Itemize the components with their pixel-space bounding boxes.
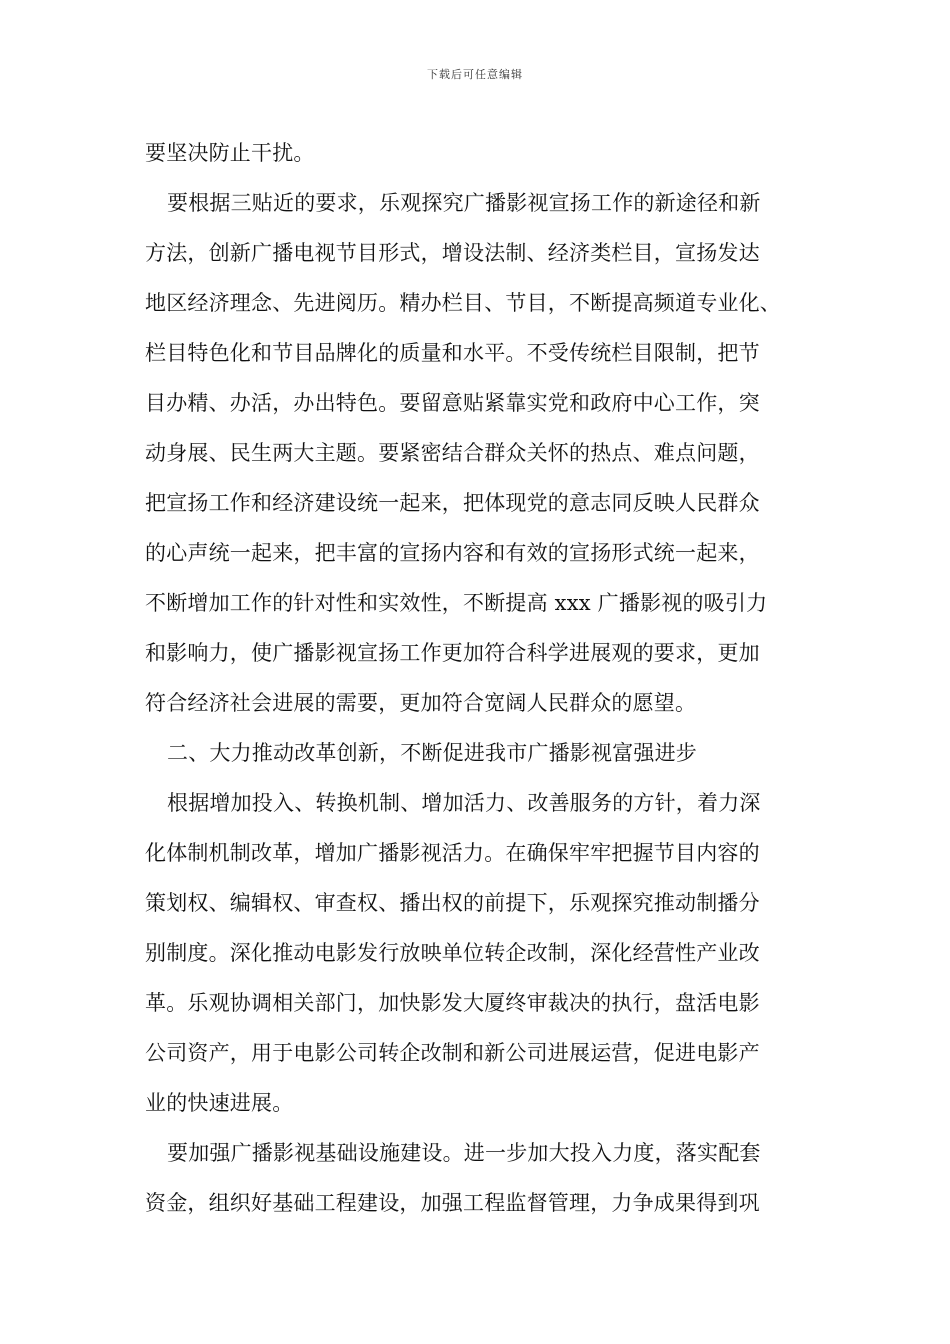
text-line: 要加强广播影视基础设施建设。进一步加大投入力度，落实配套 [167, 1141, 761, 1165]
text-line: 要根据三贴近的要求，乐观探究广播影视宣扬工作的新途径和新 [167, 191, 761, 215]
text-line: 目办精、办活，办出特色。要留意贴紧靠实党和政府中心工作，突 [145, 391, 760, 415]
text-line: 栏目特色化和节目品牌化的质量和水平。不受传统栏目限制，把节 [145, 341, 760, 365]
text-line: 不断增加工作的针对性和实效性，不断提高 xxx 广播影视的吸引力 [145, 591, 768, 615]
text-line: 资金，组织好基础工程建设，加强工程监督管理，力争成果得到巩 [145, 1191, 760, 1215]
text-line: 地区经济理念、先进阅历。精办栏目、节目，不断提高频道专业化、 [145, 291, 781, 315]
text-line: 化体制机制改革，增加广播影视活力。在确保牢牢把握节目内容的 [145, 841, 760, 865]
text-line: 把宣扬工作和经济建设统一起来，把体现党的意志同反映人民群众 [145, 491, 760, 515]
document-body [145, 128, 835, 1228]
text-line: 符合经济社会进展的需要，更加符合宽阔人民群众的愿望。 [145, 691, 697, 715]
text-line: 别制度。深化推动电影发行放映单位转企改制，深化经营性产业改 [145, 941, 760, 965]
text-line: 公司资产，用于电影公司转企改制和新公司进展运营，促进电影产 [145, 1041, 760, 1065]
text-line: 和影响力，使广播影视宣扬工作更加符合科学进展观的要求，更加 [145, 641, 760, 665]
text-line: 革。乐观协调相关部门，加快影发大厦终审裁决的执行，盘活电影 [145, 991, 760, 1015]
page-header: 下载后可任意编辑 [427, 68, 523, 81]
text-line: 的心声统一起来，把丰富的宣扬内容和有效的宣扬形式统一起来， [145, 541, 760, 565]
text-line: 业的快速进展。 [145, 1091, 294, 1115]
text-line: 策划权、编辑权、审查权、播出权的前提下，乐观探究推动制播分 [145, 891, 760, 915]
text-line: 根据增加投入、转换机制、增加活力、改善服务的方针，着力深 [167, 791, 761, 815]
text-line: 要坚决防止干扰。 [145, 141, 315, 165]
text-line: 动身展、民生两大主题。要紧密结合群众关怀的热点、难点问题， [145, 441, 760, 465]
section-heading: 二、大力推动改革创新，不断促进我市广播影视富强进步 [167, 741, 697, 765]
text-line: 方法，创新广播电视节目形式，增设法制、经济类栏目，宣扬发达 [145, 241, 760, 265]
